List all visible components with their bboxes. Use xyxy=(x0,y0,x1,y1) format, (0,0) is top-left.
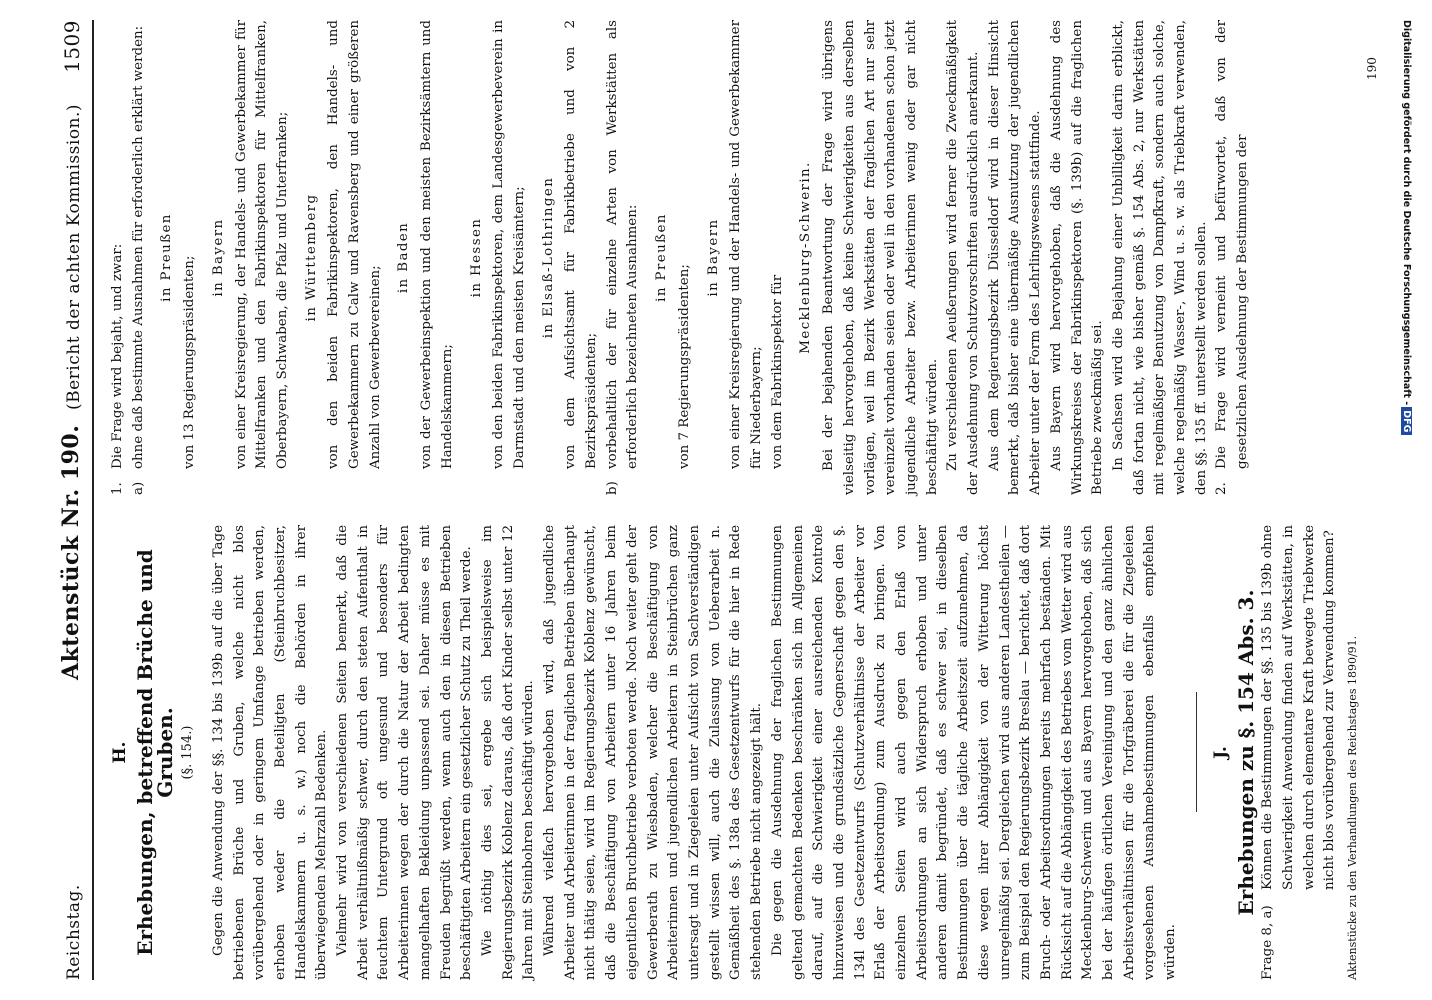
question-text: Können die Bestimmungen der §§. 135 bis 139b ohne Schwierigkeit Anwendung finden auf Werkstätten, in welchen durch elementare Kraft bewegte Triebwerke nicht blos vorübergehend zur Verwendung kommen? xyxy=(1260,525,1338,890)
page-number: 1509 xyxy=(60,20,84,73)
state-heading: Mecklenburg-Schwerin. xyxy=(798,161,814,354)
state-entry: von dem Fabrikinspektor für xyxy=(769,274,785,469)
state-entry: von einer Kreisregierung und der Handels- und Gewerbekammer für Niederbayern; xyxy=(728,20,764,469)
paragraph: Aus Bayern wird hervorgehoben, daß die Ausdehnung des Wirkungskreises der Fabrikinspektoren (§. 139b) auf die fraglichen Betriebe zweckmäßig sei. xyxy=(1048,20,1106,495)
header-left: Reichstag. xyxy=(64,884,84,980)
section-reference-h: (§. 154.) xyxy=(180,725,196,780)
credit-text: Digitalisierung gefördert durch die Deutsche Forschungsgemeinschaft - xyxy=(1401,20,1412,406)
paragraph: In Sachsen wird die Bejahung einer Unbilligkeit darin erblickt, daß fortan nicht, wie bisher gemäß §. 154 Abs. 2, nur Werkstätten mit regelmäßiger Benutzung von Dampfkraft, sondern auch solche, welche regelmäßig Wasser-, Wind u. s. w. als Triebkraft verwenden, den §§. 135 ff. unterstellt werden sollen. xyxy=(1110,20,1209,495)
state-heading: in Württemberg xyxy=(303,193,319,322)
item-label: b) xyxy=(604,481,620,495)
running-header xyxy=(48,20,94,980)
paragraph: Bei der bejahenden Beantwortung der Frage wird übrigens vielseitig hervorgehoben, daß keine Schwierigkeiten aus derselben vorlägen, weil im Bezirk Werkstätten der fraglichen Art nur sehr vereinzelt vorhanden seien oder weil in den vorhandenen schon jetzt jugendliche Arbeiter bezw. Arbeiterinnen wenig oder gar nicht beschäftigt würden. xyxy=(821,20,940,495)
state-entry: von den beiden Fabrikinspektoren, dem Landesgewerbeverein in Darmstadt und den meisten Kreisämtern; xyxy=(491,20,527,469)
right-column xyxy=(108,20,1254,495)
state-entry: von den beiden Fabrikinspektoren, den Handels- und Gewerbekammern zu Calw und Ravensberg und einer größeren Anzahl von Gewerbevereinen; xyxy=(326,20,383,469)
divider xyxy=(1196,693,1197,813)
paragraph: Die gegen die Ausdehnung der fraglichen Bestimmungen geltend gemachten Bedenken beschränken sich im Allgemeinen darauf, auf die Schwierigkeit einer ausreichenden Kontrole hinzuweisen und die grundsätzliche Gegnerschaft gegen den §. 134l des Gesetzentwurfs (Schutzverhältnisse der Arbeiter vor Erlaß der Arbeitsordnung) zum Ausdruck zu bringen. Von einzelnen Seiten wird auch gegen den Erlaß von Arbeitsordnungen an sich Widerspruch erhoben und unter anderen damit begründet, daß es schwer sei, in dieselben Bestimmungen über die tägliche Arbeitszeit aufzunehmen, da diese wegen ihrer Abhängigkeit von der Witterung höchst unregelmäßig sei. Dergleichen wird aus anderen Landestheilen — zum Beispiel den Regierungsbezirk Breslau — berichtet, daß dort Bruch- oder Arbeitsordnungen bereits mehrfach beständen. Mit Rücksicht auf die Abhängigkeit des Betriebes vom Wetter wird aus Mecklenburg-Schwerin und aus Bayern hervorgehoben, daß sich bei der häufigen örtlichen Vereinigung und den ganz ähnlichen Arbeitsverhältnissen für die Torfgräberei die für die Ziegeleien vorgesehenen Ausnahmebestimmungen ebenfalls empfehlen würden. xyxy=(769,525,1179,980)
question-label: Frage 8, a) xyxy=(1260,905,1276,980)
signature-number: 190 xyxy=(1365,57,1379,80)
answer-b xyxy=(603,20,644,495)
state-heading: in Elsaß-Lothringen xyxy=(540,176,556,339)
left-column xyxy=(108,525,1360,980)
section-title-j: Erhebungen zu §. 154 Abs. 3. xyxy=(1233,589,1258,916)
paragraph: Vielmehr wird von verschiedenen Seiten bemerkt, daß die Arbeit verhältnißmäßig schwer, durch den steten Aufenthalt in feuchtem Untergrund oft ungesund und besonders für Arbeiterinnen wegen der durch die Natur der Arbeit bedingten mangelhaften Bekleidung unpassend sei. Daher müsse es mit Freuden begrüßt werden, wenn auch den in diesen Betrieben beschäftigten Arbeitern ein gesetzlicher Schutz zu Theil werde. xyxy=(335,525,475,980)
state-heading: in Bayern xyxy=(210,218,226,297)
state-heading: in Hessen xyxy=(468,217,484,298)
item-number: 1. xyxy=(110,482,125,495)
item-label: a) xyxy=(130,481,146,495)
state-heading: in Bayern xyxy=(705,218,721,297)
answer-2 xyxy=(1212,20,1253,495)
answer-a xyxy=(129,20,150,495)
item-text: vorbehaltlich der für einzelne Arten von Werkstätten als erforderlich bezeichneten Ausnahmen: xyxy=(604,20,641,469)
paragraph: Aus dem Regierungsbezirk Düsseldorf wird in dieser Hinsicht bemerkt, daß bisher eine übermäßige Ausnutzung der jugendlichen Arbeiter unter der Form des Lehrlingswesens stattfinde. xyxy=(986,20,1044,495)
state-entry: von 7 Regierungspräsidenten; xyxy=(676,264,692,469)
header-right: (Bericht der achten Kommission.) xyxy=(64,103,84,410)
state-entry: von dem Aufsichtsamt für Fabrikbetriebe und von 2 Bezirkspräsidenten; xyxy=(563,20,600,469)
state-entry: von 13 Regierungspräsidenten; xyxy=(182,255,198,469)
dfg-logo: DFG xyxy=(1401,407,1412,435)
digitization-credit xyxy=(1401,20,1412,435)
item-text: Die Frage wird bejaht, und zwar: xyxy=(110,243,125,469)
section-letter-j: J. xyxy=(1210,746,1231,759)
state-heading: in Preußen xyxy=(654,213,670,302)
state-entry: von der Gewerbeinspektion und den meisten Bezirksämtern und Handelskammern; xyxy=(419,20,455,469)
paragraph: Während vielfach hervorgehoben wird, daß jugendliche Arbeiter und Arbeiterinnen in der fraglichen Betrieben überhaupt nicht thätig seien, wird im Regierungsbezirk Koblenz gewünscht, daß die Beschäftigung von Arbeitern unter 16 Jahren beim eigentlichen Bruchbetriebe verboten werde. Noch weiter geht der Gewerberath zu Wiesbaden, welcher die Beschäftigung von Arbeiterinnen und jugendlichen Arbeitern in Steinbrüchen ganz untersagt und in Ziegeleien unter Aufsicht von Sachverständigen gestellt wissen will, auch die Zulassung von Ueberarbeit n. Gemäßheit des §. 138a des Gesetzentwurfs für die hier in Rede stehenden Betriebe nicht angezeigt hält. xyxy=(542,525,765,980)
footnote: Aktenstücke zu den Verhandlungen des Reichstages 1890/91. xyxy=(1346,635,1360,980)
paragraph: Wie nöthig dies sei, ergebe sich beispielsweise im Regierungsbezirk Koblenz daraus, daß dort Kinder selbst unter 12 Jahren mit Steinbohren beschäftigt würden. xyxy=(479,525,537,980)
state-heading: in Baden xyxy=(396,221,412,294)
state-heading: in Preußen xyxy=(159,213,175,302)
paragraph: Gegen die Anwendung der §§. 134 bis 139b auf die über Tage betriebenen Brüche und Gruben, welche nicht blos vorübergehend oder in geringem Umfange betrieben werden, erhoben weder die Beteiligten (Steinbruchbesitzer, Handelskammern u. s. w.) noch die Behörden in ihrer überwiegenden Mehrzahl Bedenken. xyxy=(210,525,330,980)
item-number: 2. xyxy=(1214,482,1230,495)
paragraph: Zu verschiedenen Aeußerungen wird ferner die Zweckmäßigkeit der Ausdehnung von Schutzvorschriften ausdrücklich anerkannt. xyxy=(945,20,982,495)
section-letter-h: H. xyxy=(110,741,130,764)
item-text: Die Frage wird verneint und befürwortet, daß von der gesetzlichen Ausdehnung der Bestimmungen der xyxy=(1214,20,1251,469)
section-title-h: Erhebungen, betreffend Brüche und Gruben. xyxy=(132,549,178,956)
question-8a xyxy=(1258,525,1341,980)
answer-1-intro xyxy=(108,20,129,495)
state-entry: von einer Kreisregierung, der Handels- und Gewerbekammer für Mittelfranken und den Fabrikinspektoren für Mittelfranken, Oberbayern, Schwaben, die Pfalz und Unterfranken; xyxy=(233,20,290,469)
item-text: ohne daß bestimmte Ausnahmen für erforderlich erklärt werden: xyxy=(130,25,146,469)
header-document-number: Aktenstück Nr. 190. xyxy=(58,424,84,680)
